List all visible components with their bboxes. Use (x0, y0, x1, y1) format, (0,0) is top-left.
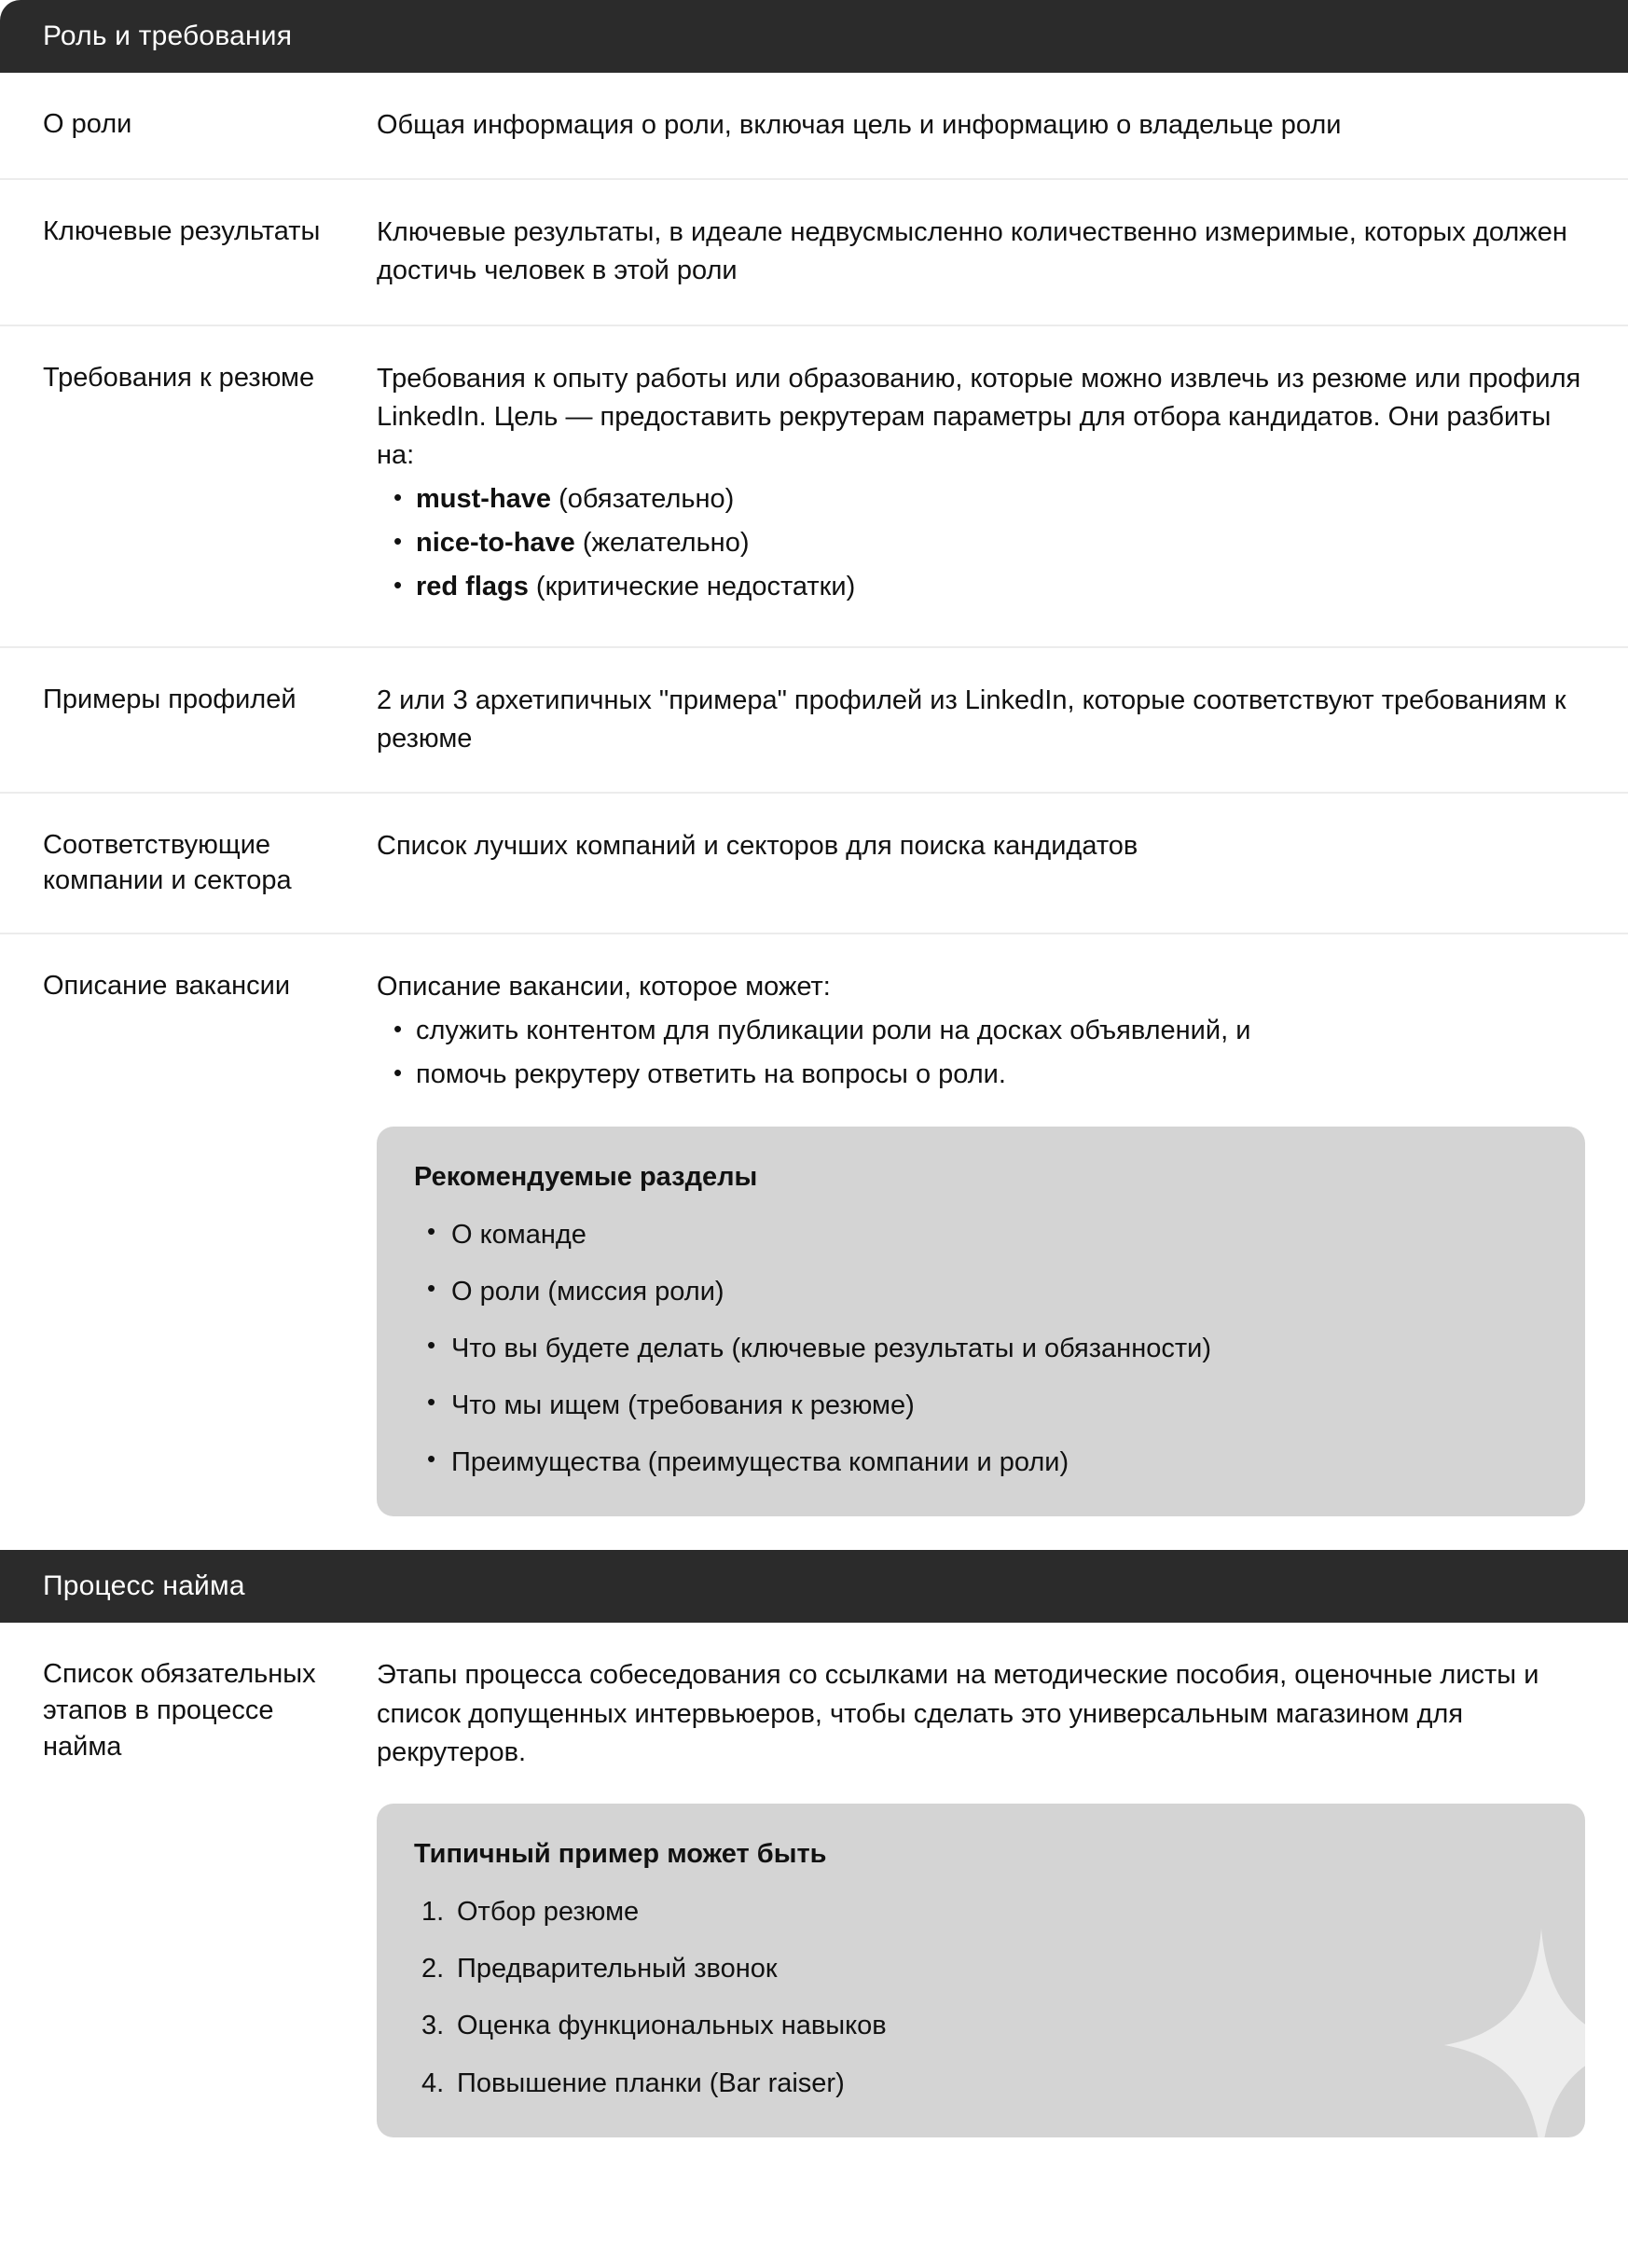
row-body (377, 1656, 1585, 2137)
row-label: Соответствующие компании и сектора (43, 829, 292, 896)
list-item: Повышение планки (Bar raiser) (457, 2067, 845, 2098)
callout-list (414, 1894, 1548, 2102)
row-body (377, 360, 1585, 613)
row-label: Примеры профилей (43, 684, 297, 714)
typical-process-callout (377, 1804, 1585, 2137)
list-item: Предварительный звонок (457, 1954, 778, 1984)
callout-title: Рекомендуемые разделы (414, 1161, 758, 1192)
list-item: • служить контентом для публикации роли на досках объявлений, и (416, 1012, 1585, 1050)
requirement-categories-list (377, 480, 1585, 607)
table-row (0, 326, 1628, 648)
row-body (377, 682, 1585, 758)
row-label: Требования к резюме (43, 362, 315, 393)
row-paragraph: Ключевые результаты, в идеале недвусмысленно количественно измеримые, которых должен достичь человек в этой роли (377, 217, 1567, 286)
row-paragraph: 2 или 3 архетипичных "примера" профилей из LinkedIn, которые соответствуют требованиям к резюме (377, 685, 1566, 754)
list-item: • О роли (миссия роли) (451, 1274, 1548, 1310)
row-label: Список обязательных этапов в процессе найма (43, 1659, 316, 1762)
list-item-term: red flags (416, 572, 529, 602)
row-label: О роли (43, 109, 132, 139)
row-paragraph: Список лучших компаний и секторов для поиска кандидатов (377, 830, 1138, 861)
row-body (377, 214, 1585, 290)
list-item-term: nice-to-have (416, 528, 575, 559)
row-paragraph: Этапы процесса собеседования со ссылками на методические пособия, оценочные листы и список допущенных интервьюеров, чтобы сделать это универсальным магазином для рекрутеров. (377, 1660, 1539, 1767)
table-row (0, 73, 1628, 180)
list-item: • Что мы ищем (требования к резюме) (451, 1388, 1548, 1424)
section-title: Роль и требования (43, 21, 293, 51)
recommended-sections-callout (377, 1127, 1585, 1517)
section-header-role-requirements (0, 0, 1628, 73)
callout-title: Типичный пример может быть (414, 1838, 827, 1869)
row-body (377, 106, 1585, 145)
table-row (0, 1623, 1628, 2170)
list-item: • О команде (451, 1217, 1548, 1253)
job-description-purpose-list (377, 1012, 1585, 1094)
callout-list (414, 1217, 1548, 1482)
section-header-hiring-process (0, 1550, 1628, 1623)
page-bottom-spacer (0, 2171, 1628, 2180)
list-item: • Что вы будете делать (ключевые результаты и обязанности) (451, 1331, 1548, 1367)
row-paragraph: Требования к опыту работы или образованию, которые можно извлечь из резюме или профиля LinkedIn. Цель — предоставить рекрутерам параметры для отбора кандидатов. Они разбиты на: (377, 363, 1581, 470)
row-paragraph: Общая информация о роли, включая цель и информацию о владельце роли (377, 110, 1342, 140)
row-label: Ключевые результаты (43, 216, 321, 247)
row-paragraph: Описание вакансии, которое может: (377, 972, 831, 1003)
table-row (0, 794, 1628, 934)
row-body (377, 968, 1585, 1516)
list-item: Оценка функциональных навыков (457, 2011, 887, 2041)
list-item-term: must-have (416, 484, 552, 515)
list-item: Отбор резюме (457, 1897, 640, 1928)
list-item-rest: (обязательно) (551, 484, 735, 515)
table-row (0, 934, 1628, 1550)
section-title: Процесс найма (43, 1570, 245, 1602)
list-item (416, 480, 1585, 519)
row-body (377, 827, 1585, 865)
table-row (0, 180, 1628, 325)
list-item (416, 524, 1585, 562)
list-item: • помочь рекрутеру ответить на вопросы о роли. (416, 1056, 1585, 1094)
table-row (0, 648, 1628, 794)
list-item: • Преимущества (преимущества компании и роли) (451, 1445, 1548, 1481)
list-item (416, 568, 1585, 606)
list-item-rest: (критические недостатки) (528, 572, 856, 602)
row-label: Описание вакансии (43, 971, 291, 1002)
list-item-rest: (желательно) (574, 528, 750, 559)
